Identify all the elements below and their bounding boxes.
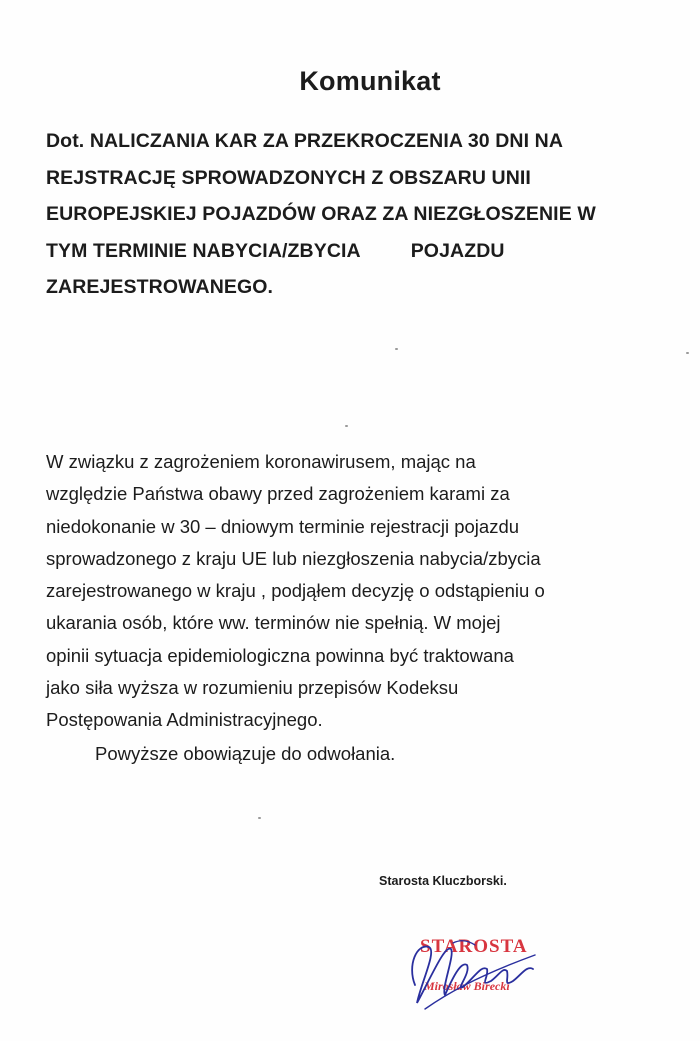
body-line: ukarania osób, które ww. terminów nie spełnią. W mojej [46, 612, 501, 634]
scan-speck [395, 348, 398, 350]
signer-title: Starosta Kluczborski. [379, 874, 507, 888]
handwritten-signature [395, 925, 575, 1025]
body-line: Postępowania Administracyjnego. [46, 709, 323, 731]
subject-line [46, 233, 676, 270]
body-line: W związku z zagrożeniem koronawirusem, mając na [46, 451, 476, 472]
body-line: niedokonanie w 30 – dniowym terminie rejestracji pojazdu [46, 515, 520, 537]
body-line: zarejestrowanego w kraju , podjąłem decyzję o odstąpieniu o [46, 580, 545, 602]
stamp-title: STAROSTA [420, 936, 528, 957]
subject-line: ZAREJESTROWANEGO. [46, 276, 274, 298]
body-line: jako siła wyższa w rozumieniu przepisów Kodeksu [46, 677, 459, 699]
subject-line-part: POJAZDU [410, 239, 505, 262]
scan-speck [258, 817, 261, 819]
document-title: Komunikat [299, 66, 441, 96]
subject-line-part: TYM TERMINIE NABYCIA/ZBYCIA [46, 239, 361, 262]
body-line: względzie Państwa obawy przed zagrożeniem karami za [46, 483, 510, 505]
subject-line: REJSTRACJĘ SPROWADZONYCH Z OBSZARU UNII [46, 166, 531, 189]
body-paragraph [46, 446, 666, 737]
subject-line: EUROPEJSKIEJ POJAZDÓW ORAZ ZA NIEZGŁOSZENIE W [46, 203, 596, 225]
scan-speck [686, 352, 689, 354]
subject-line: Dot. NALICZANIA KAR ZA PRZEKROCZENIA 30 DNI NA [46, 130, 564, 152]
body-line: opinii sytuacja epidemiologiczna powinna być traktowana [46, 644, 514, 666]
stamp-name: Mirosław Birecki [424, 979, 510, 993]
subject-heading [46, 123, 676, 306]
scan-speck [345, 425, 348, 427]
closing-sentence: Powyższe obowiązuje do odwołania. [95, 743, 396, 764]
body-line: sprowadzonego z kraju UE lub niezgłoszenia nabycia/zbycia [46, 547, 541, 569]
